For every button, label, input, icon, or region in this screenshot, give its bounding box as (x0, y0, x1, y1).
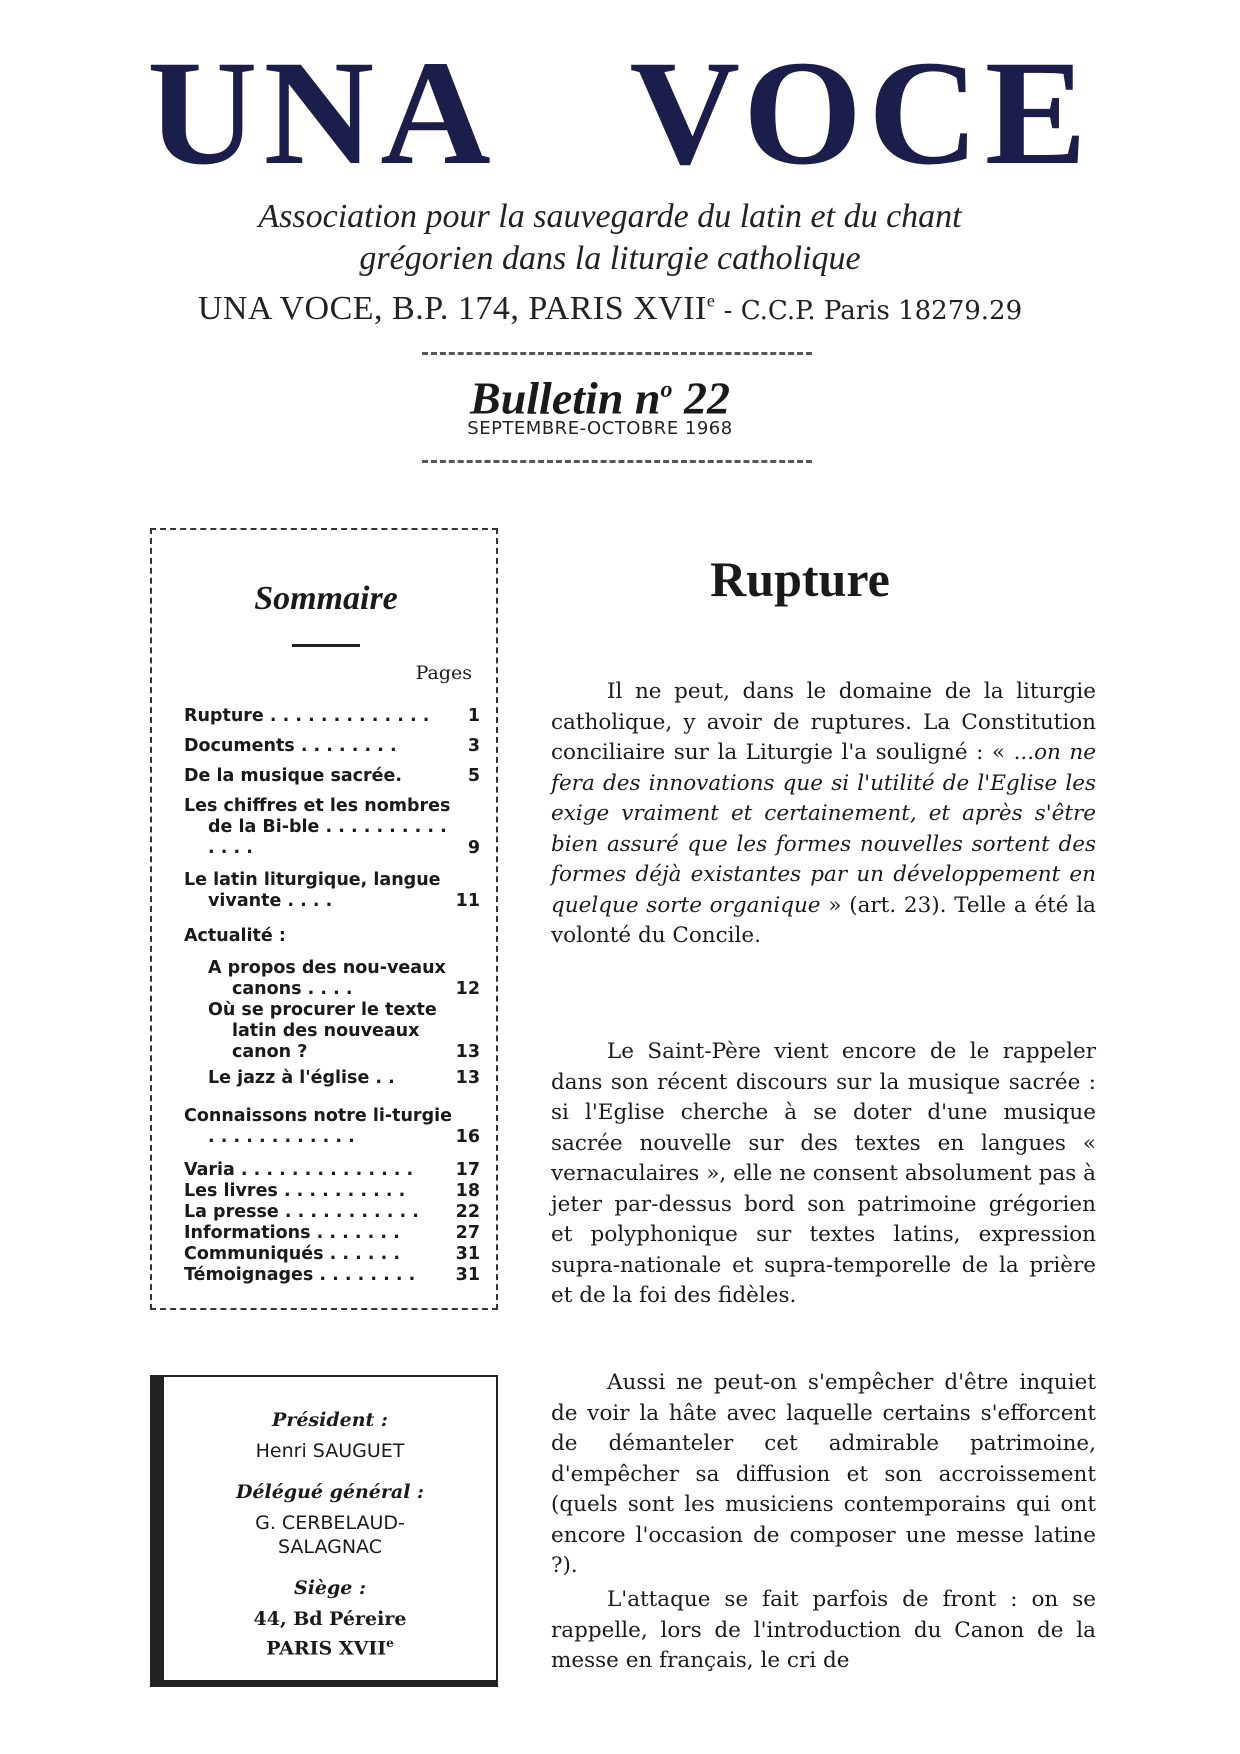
sommaire-divider (292, 644, 360, 647)
toc-item[interactable]: Communiqués . . . . . . 31 (184, 1244, 480, 1264)
subtitle-line-1: Association pour la sauvegarde du latin et du chant (258, 198, 962, 235)
toc-item[interactable]: De la musique sacrée. 5 (184, 766, 480, 786)
bulletin-sup: o (660, 377, 673, 403)
toc-item[interactable]: Informations . . . . . . . 27 (184, 1223, 480, 1243)
bulletin-number: 22 (672, 372, 730, 424)
toc-item[interactable]: Rupture . . . . . . . . . . . . . 1 (184, 706, 480, 726)
masthead-word-voce: VOCE (629, 30, 1093, 196)
bulletin-label: Bulletin n (470, 372, 661, 424)
address-sup: e (706, 290, 716, 311)
toc-item[interactable]: Le latin liturgique, langue vivante . . . . 11 (184, 870, 480, 911)
toc-item[interactable]: La presse . . . . . . . . . . . 22 (184, 1202, 480, 1222)
masthead-word-una: UNA (147, 30, 497, 196)
association-subtitle (150, 196, 1070, 280)
address-ccp: - C.C.P. Paris 18279.29 (715, 296, 1023, 326)
sommaire-box (150, 528, 498, 1310)
council-quote: ...on ne fera des innovations que si l'utilité de l'Eglise les exige vraiment et certainement, et après s'être bien assuré que les formes nouvelles sortent des formes déjà existantes par un développement en quelque sorte organique (551, 740, 1097, 918)
address-main: UNA VOCE, B.P. 174, PARIS XVII (197, 290, 707, 327)
officers-box (150, 1375, 498, 1687)
sommaire-title: Sommaire (254, 580, 398, 617)
bulletin-heading (380, 365, 820, 423)
toc-item[interactable]: Connaissons notre li-turgie . . . . . . . . . . . . 16 (184, 1106, 480, 1147)
article-paragraph-3: Aussi ne peut-on s'empêcher d'être inquiet de voir la hâte avec laquelle certains s'efforcent de démanteler cet admirable patrimoine, d'empêcher sa diffusion et son accroissement (quels sont les musiciens contemporains qui ont encore l'occasion de composer une messe latine ?). (551, 1370, 1096, 1578)
pages-header: Pages (415, 662, 472, 684)
toc-item[interactable]: Varia . . . . . . . . . . . . . . 17 (184, 1160, 480, 1180)
toc-section-heading: Actualité : (184, 926, 286, 946)
bulletin-top-rule (422, 352, 812, 355)
toc-item[interactable]: Où se procurer le texte latin des nouveaux canon ? 13 (208, 1000, 480, 1062)
toc-item[interactable]: Les livres . . . . . . . . . . 18 (184, 1181, 480, 1201)
toc-item[interactable]: A propos des nou-veaux canons . . . . 12 (208, 958, 480, 999)
siege-line1: 44, Bd Péreire (253, 1608, 407, 1630)
siege-label: Siège : (293, 1577, 367, 1599)
delegue-label: Délégué général : (235, 1481, 425, 1503)
masthead-title (0, 30, 1240, 196)
toc-item[interactable]: Les chiffres et les nombres de la Bi-ble . . . . . . . . . . . . . . 9 (184, 796, 480, 858)
president-label: Président : (272, 1409, 388, 1431)
bulletin-bottom-rule (422, 460, 812, 463)
issue-date: SEPTEMBRE-OCTOBRE 1968 (467, 418, 733, 439)
article-paragraph-4: L'attaque se fait parfois de front : on se rappelle, lors de l'introduction du Canon de la messe en français, le cri de (551, 1587, 1096, 1673)
delegue-name-line1: G. CERBELAUD- (255, 1512, 405, 1534)
subtitle-line-2: grégorien dans la liturgie catholique (359, 240, 861, 277)
toc-item[interactable]: Le jazz à l'église . . 13 (208, 1068, 480, 1088)
toc-item[interactable]: Témoignages . . . . . . . . 31 (184, 1265, 480, 1285)
delegue-name-line2: SALAGNAC (278, 1536, 382, 1558)
article-paragraph-2: Le Saint-Père vient encore de le rappeler dans son récent discours sur la musique sacrée : si l'Eglise cherche à se doter d'une musique sacrée nouvelle sur des textes en langues « vernaculaires », elle ne consent absolument pas à jeter par-dessus bord son patrimoine grégorien et polyphonique sur textes latins, expression supra-nationale et supra-temporelle de la prière et de la foi des fidèles. (551, 1039, 1096, 1308)
article-title: Rupture (710, 551, 890, 607)
president-name: Henri SAUGUET (255, 1440, 405, 1462)
article-paragraph-1: Il ne peut, dans le domaine de la liturgie catholique, y avoir de ruptures. La Constitution conciliaire sur la Liturgie l'a souligné : « ...on ne fera des innovations que si l'utilité de l'Eglise les exige vraiment et certainement, et après s'être bien assuré que les formes nouvelles sortent des formes déjà existantes par un développement en quelque sorte organique » (art. 23). Telle a été la volonté du Concile. (551, 679, 1097, 948)
postal-address (150, 290, 1070, 328)
siege-line2: PARIS XVIIe (266, 1636, 394, 1660)
toc-item[interactable]: Documents . . . . . . . . 3 (184, 736, 480, 756)
